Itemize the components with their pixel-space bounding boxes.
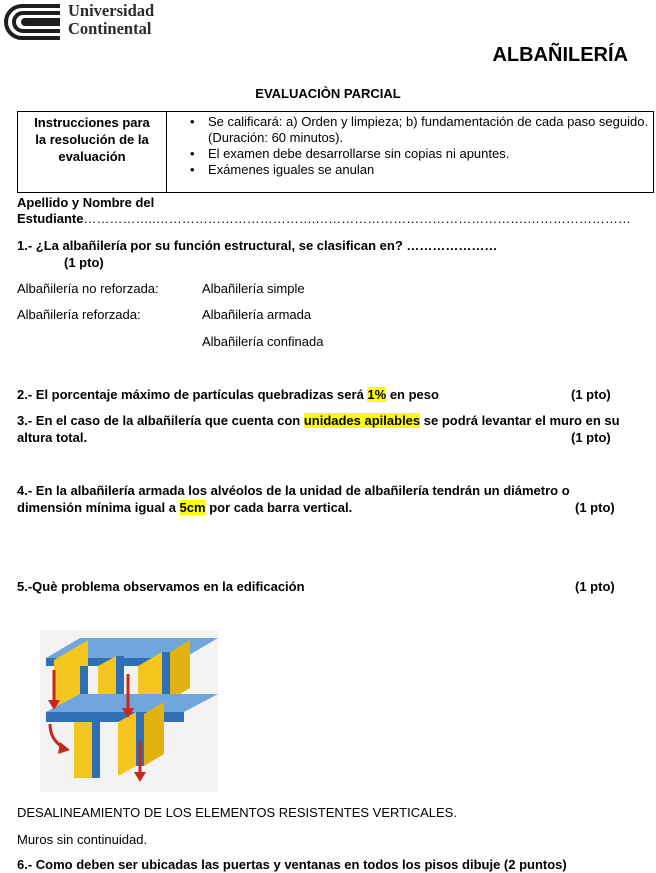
question-3-points: (1 pto) [571,430,611,445]
question-3-text: 3.- En el caso de la albañilería que cuenta con [17,413,304,428]
question-5-answer-line-2: Muros sin continuidad. [17,832,148,847]
logo-text [68,2,154,38]
question-2-points: (1 pto) [571,387,611,402]
q1-right-item: Albañilería confinada [202,334,324,349]
question-5-answer-line-1: DESALINEAMIENTO DE LOS ELEMENTOS RESISTENTES VERTICALES. [17,805,457,820]
logo-line-2: Continental [68,19,152,38]
question-3-text-end: se podrá levantar el muro en su [420,413,620,428]
question-5-points: (1 pto) [575,579,615,594]
question-4-text: dimensión mínima igual a [17,500,180,515]
question-3 [17,413,620,428]
question-6: 6.- Como deben ser ubicadas las puertas y ventanas en todos los pisos dibuje (2 puntos) [17,857,567,872]
instruction-item: • El examen debe desarrollarse sin copias ni apuntes. [184,146,649,162]
student-label: Estudiante [17,211,84,226]
instructions-table [17,111,654,193]
exam-title: EVALUACIÒN PARCIAL [255,86,401,101]
question-2-answer: 1% [367,387,387,402]
question-4-text-end: por cada barra vertical. [205,500,353,515]
question-4-line-2 [17,500,352,515]
question-4-points: (1 pto) [575,500,615,515]
student-name-line [17,211,631,226]
question-1: 1.- ¿La albañilería por su función estructural, se clasifican en? ………………… [17,238,498,253]
building-misaligned-walls-figure [40,630,218,792]
logo-mark-icon [0,0,62,44]
question-4: 4.- En la albañilería armada los alvéolos de la unidad de albañilería tendrán un diámetro o [17,483,570,498]
question-4-answer: 5cm [179,500,206,515]
question-5: 5.-Què problema observamos en la edificación [17,579,305,594]
question-3-answer: unidades apilables [303,413,421,428]
misaligned-walls-illustration [40,630,218,792]
question-2-text-end: en peso [386,387,439,402]
question-3-line-2: altura total. [17,430,88,445]
instructions-label [18,112,167,192]
student-name-dots: ……………..……………………………….………………………………………….…………………… [83,211,631,226]
question-2-text: 2.- El porcentaje máximo de partículas quebradizas será [17,387,368,402]
instructions-list [184,114,649,178]
q1-left-item: Albañilería reforzada: [17,307,141,322]
question-2 [17,387,439,402]
q1-left-item: Albañilería no reforzada: [17,281,159,296]
q1-right-item: Albañilería simple [202,281,305,296]
university-logo [0,0,160,44]
instruction-item: • Exámenes iguales se anulan [184,162,649,178]
student-name-label: Apellido y Nombre del [17,195,155,210]
logo-line-1: Universidad [68,1,155,20]
question-1-points: (1 pto) [64,255,104,270]
course-title: ALBAÑILERÍA [492,44,628,66]
q1-right-item: Albañilería armada [202,307,312,322]
instruction-item: • Se calificará: a) Orden y limpieza; b) fundamentación de cada paso seguido. (Duración: 60 minutos). [184,114,649,146]
instructions-label-text: Instrucciones para la resolución de la evaluación [34,115,150,164]
